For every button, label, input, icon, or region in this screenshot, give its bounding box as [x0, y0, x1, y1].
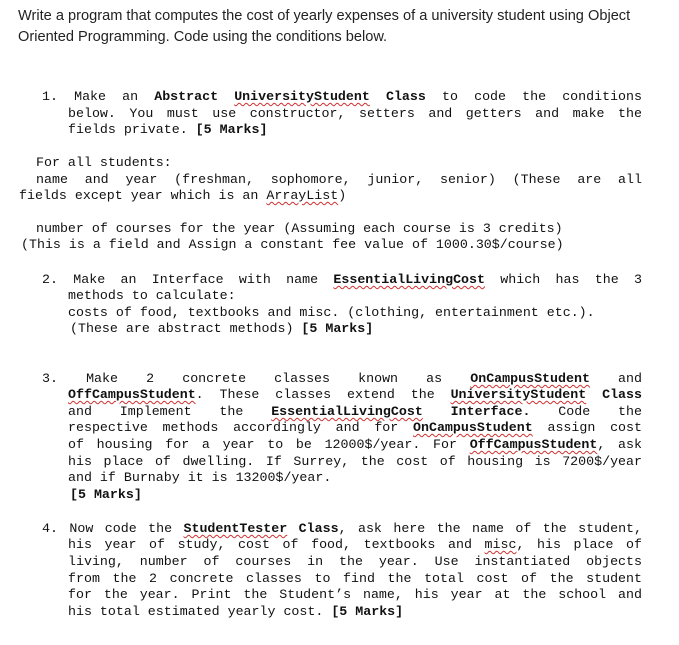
item4-line1: 4. Now code the StudentTester Class, ask here the name of the student, [42, 521, 643, 536]
students-line: fields except year which is an ArrayList) [19, 188, 347, 203]
item3-line5: of housing for a year to be 12000$/year. For OffCampusStudent, ask [68, 437, 642, 452]
item1-line1: 1. Make an Abstract UniversityStudent Class to code the conditions [42, 89, 642, 104]
item4-line4: from the 2 concrete classes to find the total cost of the student [68, 571, 642, 586]
item3-line6: his place of dwelling. If Surrey, the cost of housing is 7200$/year [68, 454, 642, 469]
item2-line3: costs of food, textbooks and misc. (clothing, entertainment etc.). [68, 305, 595, 320]
item4-line5: for the year. Print the Student’s name, his year at the school and [68, 587, 642, 602]
item2-line2: methods to calculate: [68, 288, 236, 303]
intro-line: Oriented Programming. Code using the conditions below. [18, 29, 388, 45]
item3-line1: 3. Make 2 concrete classes known as OnCampusStudent and [42, 371, 642, 386]
students-line: number of courses for the year (Assuming each course is 3 credits) [36, 221, 563, 236]
item2-line1: 2. Make an Interface with name EssentialLivingCost which has the 3 [42, 272, 642, 287]
item3-line4: respective methods accordingly and for OnCampusStudent assign cost [68, 420, 642, 435]
intro-paragraph [18, 6, 668, 48]
item3-line3: and Implement the EssentialLivingCost Interface. Code the [68, 404, 642, 419]
students-line: (This is a field and Assign a constant fee value of 1000.30$/course) [21, 237, 564, 252]
students-heading: For all students: [36, 155, 172, 170]
intro-line: Write a program that computes the cost of yearly expenses of a university student using Object [18, 8, 631, 24]
item4-line3: living, number of courses in the year. Use instantiated objects [68, 554, 642, 569]
item3-marks: [5 Marks] [70, 487, 142, 502]
item1-line3: fields private. [5 Marks] [68, 122, 268, 137]
item2-line4: (These are abstract methods) [5 Marks] [70, 321, 374, 336]
item3-line2: OffCampusStudent. These classes extend the UniversityStudent Class [68, 387, 642, 402]
item1-line2: below. You must use constructor, setters and getters and make the [68, 106, 642, 121]
item4-line6: his total estimated yearly cost. [5 Marks] [68, 604, 404, 619]
item4-line2: his year of study, cost of food, textbooks and misc, his place of [68, 537, 642, 552]
students-line: name and year (freshman, sophomore, junior, senior) (These are all [36, 172, 642, 187]
item3-line7: and if Burnaby it is 13200$/year. [68, 470, 332, 485]
